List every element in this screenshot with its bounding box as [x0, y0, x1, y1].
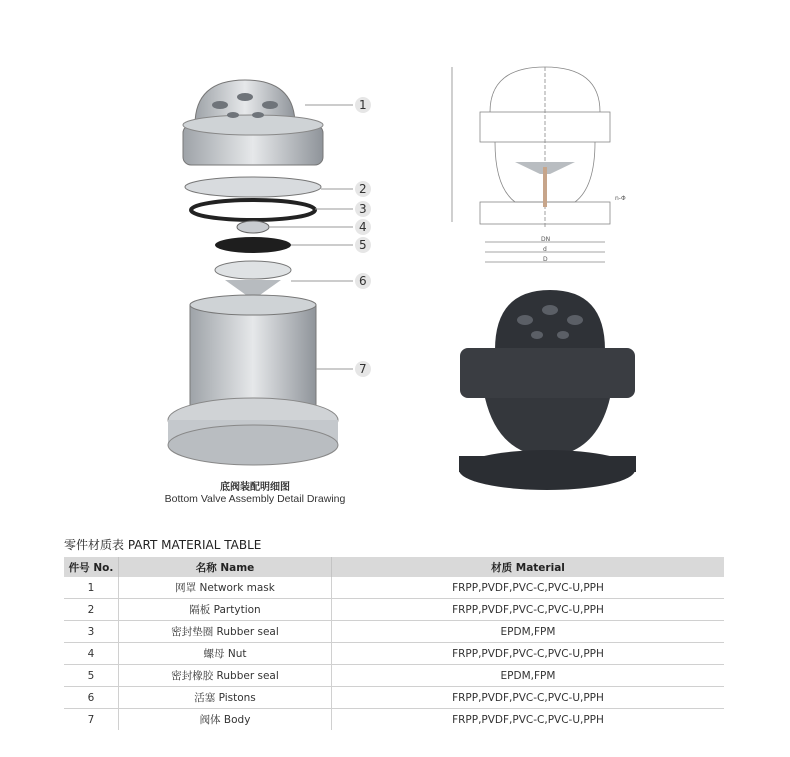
cell-no: 1: [64, 577, 119, 599]
svg-text:2: 2: [359, 182, 367, 196]
cell-no: 5: [64, 665, 119, 687]
cell-material: FRPP,PVDF,PVC-C,PVC-U,PPH: [332, 577, 725, 599]
table-row: [64, 599, 724, 621]
svg-text:5: 5: [359, 238, 367, 252]
table-row: [64, 643, 724, 665]
cell-no: 2: [64, 599, 119, 621]
header-material: 材质 Material: [332, 557, 725, 577]
cell-name: 活塞 Pistons: [119, 687, 332, 709]
cell-no: 6: [64, 687, 119, 709]
rubber-seal-ring: [191, 200, 315, 220]
part-material-table: [64, 557, 724, 730]
cell-name: 阀体 Body: [119, 709, 332, 731]
svg-text:d: d: [543, 246, 547, 253]
header-name: 名称 Name: [119, 557, 332, 577]
table-header-row: [64, 557, 724, 577]
table-row: [64, 621, 724, 643]
body-part: [168, 295, 338, 465]
cell-no: 3: [64, 621, 119, 643]
partition-part: [185, 177, 321, 197]
table-row: [64, 577, 724, 599]
product-photo: [455, 280, 640, 500]
figure-caption-english: Bottom Valve Assembly Detail Drawing: [164, 493, 346, 505]
network-mask-part: [183, 80, 323, 165]
table-title: 零件材质表 PART MATERIAL TABLE: [64, 538, 262, 552]
table-row: [64, 709, 724, 731]
cell-name: 密封橡胶 Rubber seal: [119, 665, 332, 687]
header-no: 件号 No.: [64, 557, 119, 577]
dimension-labels: [541, 195, 626, 263]
svg-text:1: 1: [359, 98, 367, 112]
cell-no: 7: [64, 709, 119, 731]
svg-text:4: 4: [359, 220, 367, 234]
exploded-assembly-view: [155, 75, 395, 470]
cell-name: 螺母 Nut: [119, 643, 332, 665]
figure-caption-chinese: 底阀装配明细图: [220, 482, 290, 493]
cross-section-drawing: [440, 62, 650, 272]
cell-material: FRPP,PVDF,PVC-C,PVC-U,PPH: [452, 713, 604, 726]
svg-text:DN: DN: [541, 236, 551, 243]
cell-name: 隔板 Partytion: [119, 599, 332, 621]
rubber-disc-part: [215, 237, 291, 253]
svg-text:7: 7: [359, 362, 367, 376]
cell-material: EPDM,FPM: [332, 621, 725, 643]
cell-material: FRPP,PVDF,PVC-C,PVC-U,PPH: [332, 687, 725, 709]
cell-name: 密封垫圈 Rubber seal: [119, 621, 332, 643]
cell-no: 4: [64, 643, 119, 665]
table-row: [64, 687, 724, 709]
nut-part: [237, 221, 269, 233]
cell-material: FRPP,PVDF,PVC-C,PVC-U,PPH: [332, 643, 725, 665]
cell-material: FRPP,PVDF,PVC-C,PVC-U,PPH: [332, 599, 725, 621]
svg-text:6: 6: [359, 274, 367, 288]
table-row: [64, 665, 724, 687]
cell-name: 网罩 Network mask: [119, 577, 332, 599]
svg-text:3: 3: [359, 202, 367, 216]
svg-text:n-Φ: n-Φ: [615, 195, 626, 202]
svg-text:D: D: [543, 256, 548, 263]
cell-material: EPDM,FPM: [332, 665, 725, 687]
